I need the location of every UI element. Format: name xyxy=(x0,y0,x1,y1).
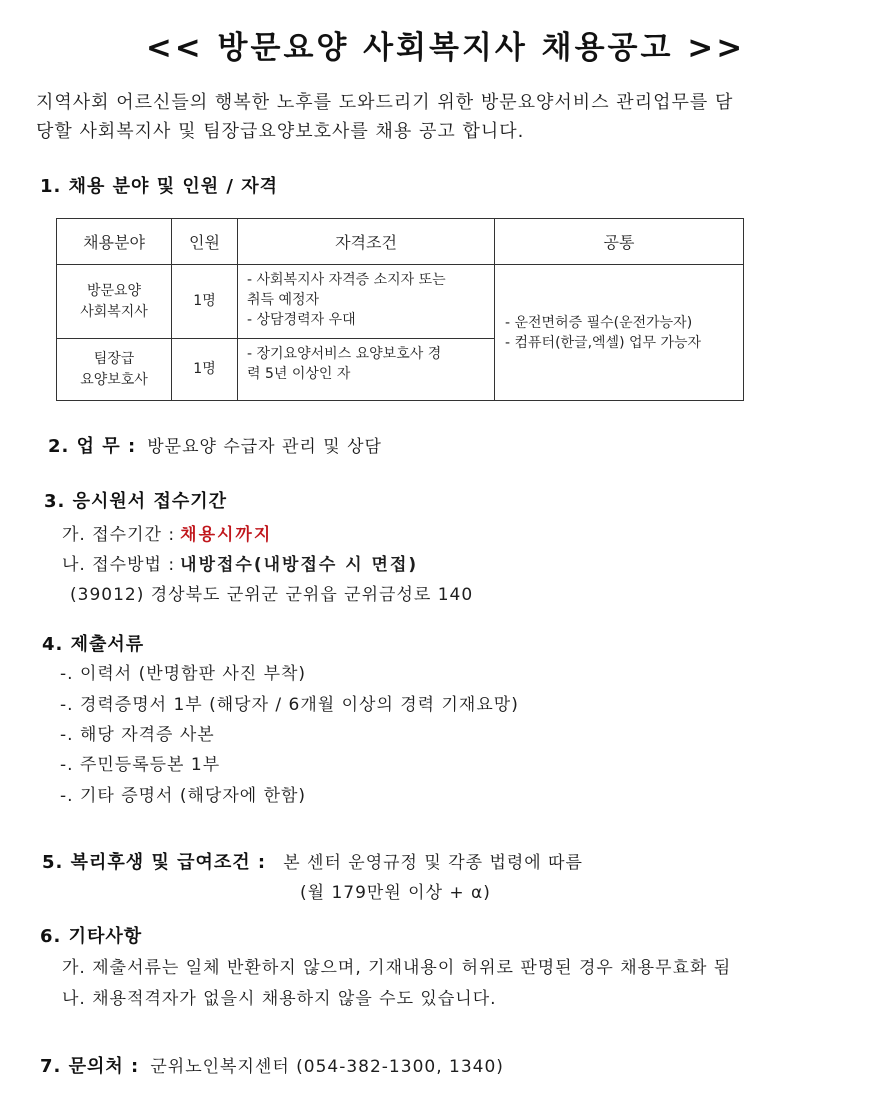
intro-line-1: 지역사회 어르신들의 행복한 노후를 도와드리기 위한 방문요양서비스 관리업무를 담 xyxy=(36,92,734,113)
contact: 군위노인복지센터 (054-382-1300, 1340) xyxy=(150,1057,504,1077)
table-cell-count: 1명 xyxy=(172,265,238,339)
table-cell-qualification xyxy=(238,265,495,339)
field-line: 사회복지사 xyxy=(80,303,148,320)
table-header-count: 인원 xyxy=(172,219,238,265)
table-header-common: 공통 xyxy=(495,219,744,265)
qualification-line: - 사회복지사 자격증 소지자 또는 xyxy=(247,272,446,288)
method-label: 나. 접수방법 : xyxy=(62,555,176,575)
field-line: 요양보호사 xyxy=(80,371,148,388)
list-item: 가. 제출서류는 일체 반환하지 않으며, 기재내용이 허위로 판명된 경우 채용무효화 됨 xyxy=(62,958,732,978)
field-line: 방문요양 xyxy=(86,282,142,299)
section-6-heading: 6. 기타사항 xyxy=(40,926,143,947)
period-value: 채용시까지 xyxy=(180,525,273,545)
table-cell-count: 1명 xyxy=(172,339,238,401)
common-line: - 컴퓨터(한글,엑셀) 업무 가능자 xyxy=(505,334,702,351)
address: (39012) 경상북도 군위군 군위읍 군위금성로 140 xyxy=(70,585,474,605)
period-label: 가. 접수기간 : xyxy=(62,525,176,545)
list-item: -. 주민등록등본 1부 xyxy=(60,755,221,775)
table-header-row xyxy=(57,219,744,265)
list-item: -. 경력증명서 1부 (해당자 / 6개월 이상의 경력 기재요망) xyxy=(60,695,519,715)
table-cell-field xyxy=(57,265,172,339)
section-3-heading: 3. 응시원서 접수기간 xyxy=(44,491,227,512)
intro-line-2: 당할 사회복지사 및 팀장급요양보호사를 채용 공고 합니다. xyxy=(36,121,525,142)
section-2-text: 방문요양 수급자 관리 및 상담 xyxy=(147,437,382,457)
qualification-line: - 장기요양서비스 요양보호사 경 xyxy=(247,346,442,362)
table-cell-qualification xyxy=(238,339,495,401)
recruitment-table xyxy=(56,218,744,401)
method-value: 내방접수(내방접수 시 면접) xyxy=(180,555,419,575)
table-cell-common xyxy=(495,265,744,401)
list-item: 나. 채용적격자가 없을시 채용하지 않을 수도 있습니다. xyxy=(62,989,497,1009)
page-title: << 방문요양 사회복지사 채용공고 >> xyxy=(145,30,746,66)
list-item: -. 기타 증명서 (해당자에 한함) xyxy=(60,786,307,806)
list-item: -. 해당 자격증 사본 xyxy=(60,725,215,745)
section-1-heading: 1. 채용 분야 및 인원 / 자격 xyxy=(40,176,279,197)
table-header-field: 채용분야 xyxy=(57,219,172,265)
section-5-text: 본 센터 운영규정 및 각종 법령에 따름 xyxy=(283,853,583,873)
salary: (월 179만원 이상 + α) xyxy=(300,883,491,903)
section-4-heading: 4. 제출서류 xyxy=(42,634,145,655)
qualification-line: 취득 예정자 xyxy=(247,292,320,308)
list-item: -. 이력서 (반명함판 사진 부착) xyxy=(60,664,307,684)
common-line: - 운전면허증 필수(운전가능자) xyxy=(505,314,693,331)
section-7-heading: 7. 문의처 : xyxy=(40,1056,140,1077)
qualification-line: 력 5년 이상인 자 xyxy=(247,366,351,382)
section-2-heading: 2. 업 무 : xyxy=(48,436,137,457)
section-5-heading: 5. 복리후생 및 급여조건 : xyxy=(42,852,267,873)
table-header-qualification: 자격조건 xyxy=(238,219,495,265)
table-row xyxy=(57,265,744,339)
field-line: 팀장급 xyxy=(93,350,135,367)
qualification-line: - 상담경력자 우대 xyxy=(247,312,356,328)
table-cell-field xyxy=(57,339,172,401)
